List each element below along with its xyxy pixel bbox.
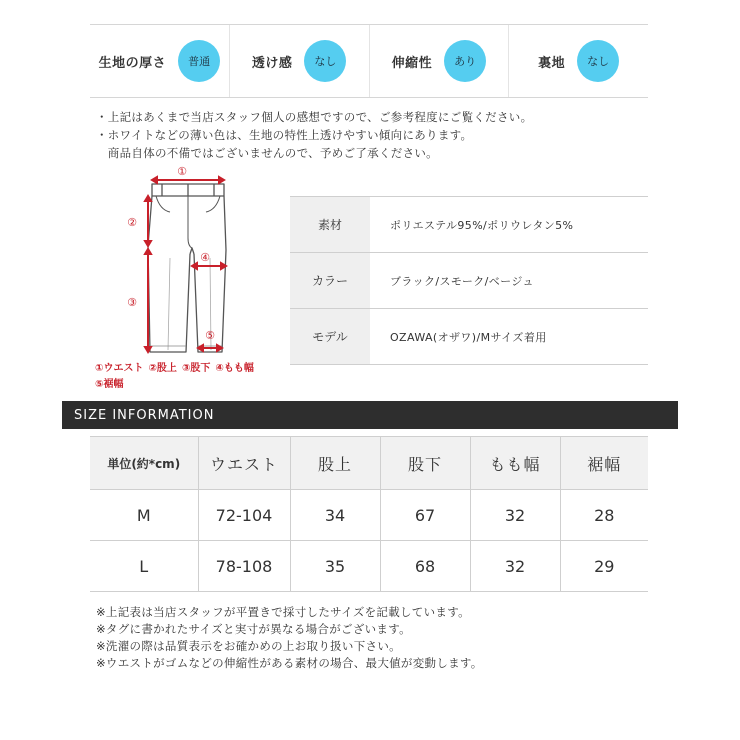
note-line: ※上記表は当店スタッフが平置きで採寸したサイズを記載しています。 [96,605,470,619]
note-line: ※ウエストがゴムなどの伸縮性がある素材の場合、最大値が変動します。 [96,656,483,670]
size-header-cell: ウエスト [198,437,290,490]
feature-label: 伸縮性 [391,55,433,71]
size-header-cell: 股上 [290,437,380,490]
legend-inseam: ③股下 [181,363,211,374]
legend-thigh: ④もも幅 [215,363,254,374]
size-header-cell: もも幅 [470,437,560,490]
feature-label: 透け感 [251,55,293,71]
size-table-header-row [90,437,648,490]
legend-waist: ①ウエスト [95,363,144,374]
marker-rise: ② [127,216,137,229]
size-header-cell: 単位(約*cm) [90,437,198,490]
size-cell: 29 [560,541,648,592]
spec-value: ブラック/スモーク/ベージュ [390,274,534,288]
spec-key: カラー [290,253,370,308]
marker-waist: ① [177,166,187,178]
spec-key: モデル [290,309,370,364]
marker-hem: ⑤ [205,329,215,342]
size-notes [96,604,483,672]
size-cell: 35 [290,541,380,592]
feature-thickness [90,25,229,97]
size-cell: 28 [560,490,648,541]
note-line: 商品自体の不備ではございませんので、予めご了承ください。 [96,146,438,160]
table-row [90,490,648,541]
spec-key: 素材 [290,197,370,252]
note-line: ・上記はあくまで当店スタッフ個人の感想ですので、ご参考程度にご覧ください。 [96,110,533,124]
feature-label: 裏地 [538,55,566,71]
size-information-title: SIZE INFORMATION [74,407,215,423]
note-line: ※洗濯の際は品質表示をお確かめの上お取り扱い下さい。 [96,639,401,653]
legend-hem: ⑤裾幅 [95,379,124,390]
pants-outline-icon [148,184,226,352]
note-line: ※タグに書かれたサイズと実寸が異なる場合がございます。 [96,622,411,636]
spec-value: ポリエステル95%/ポリウレタン5% [390,218,574,232]
feature-lining [508,25,648,97]
spec-value: OZAWA(オザワ)/Mサイズ着用 [390,330,547,344]
legend-rise: ②股上 [148,363,177,374]
feature-value-badge: なし [304,40,346,82]
spec-row-material [290,197,648,253]
feature-value-badge: あり [444,40,486,82]
size-cell: 78-108 [198,541,290,592]
note-line: ・ホワイトなどの薄い色は、生地の特性上透けやすい傾向にあります。 [96,128,473,142]
feature-value-badge: 普通 [178,40,220,82]
spec-row-model [290,309,648,365]
size-cell: M [90,490,198,541]
feature-label: 生地の厚さ [98,55,167,71]
size-cell: 32 [470,541,560,592]
size-information-header [62,401,678,429]
size-cell: 68 [380,541,470,592]
marker-thigh: ④ [200,251,210,264]
size-cell: 32 [470,490,560,541]
diagram-legend [95,361,259,393]
size-cell: 67 [380,490,470,541]
feature-sheerness [229,25,369,97]
feature-notes [96,108,532,162]
feature-value-badge: なし [577,40,619,82]
size-cell: L [90,541,198,592]
measurement-lines [145,177,226,352]
product-spec-table [290,196,648,365]
spec-row-color [290,253,648,309]
fabric-features-row [90,24,648,98]
table-row [90,541,648,592]
feature-stretch [369,25,509,97]
size-header-cell: 股下 [380,437,470,490]
size-header-cell: 裾幅 [560,437,648,490]
marker-inseam: ③ [127,296,137,309]
measurement-markers [127,166,215,342]
size-cell: 72-104 [198,490,290,541]
size-cell: 34 [290,490,380,541]
size-table [90,436,648,592]
